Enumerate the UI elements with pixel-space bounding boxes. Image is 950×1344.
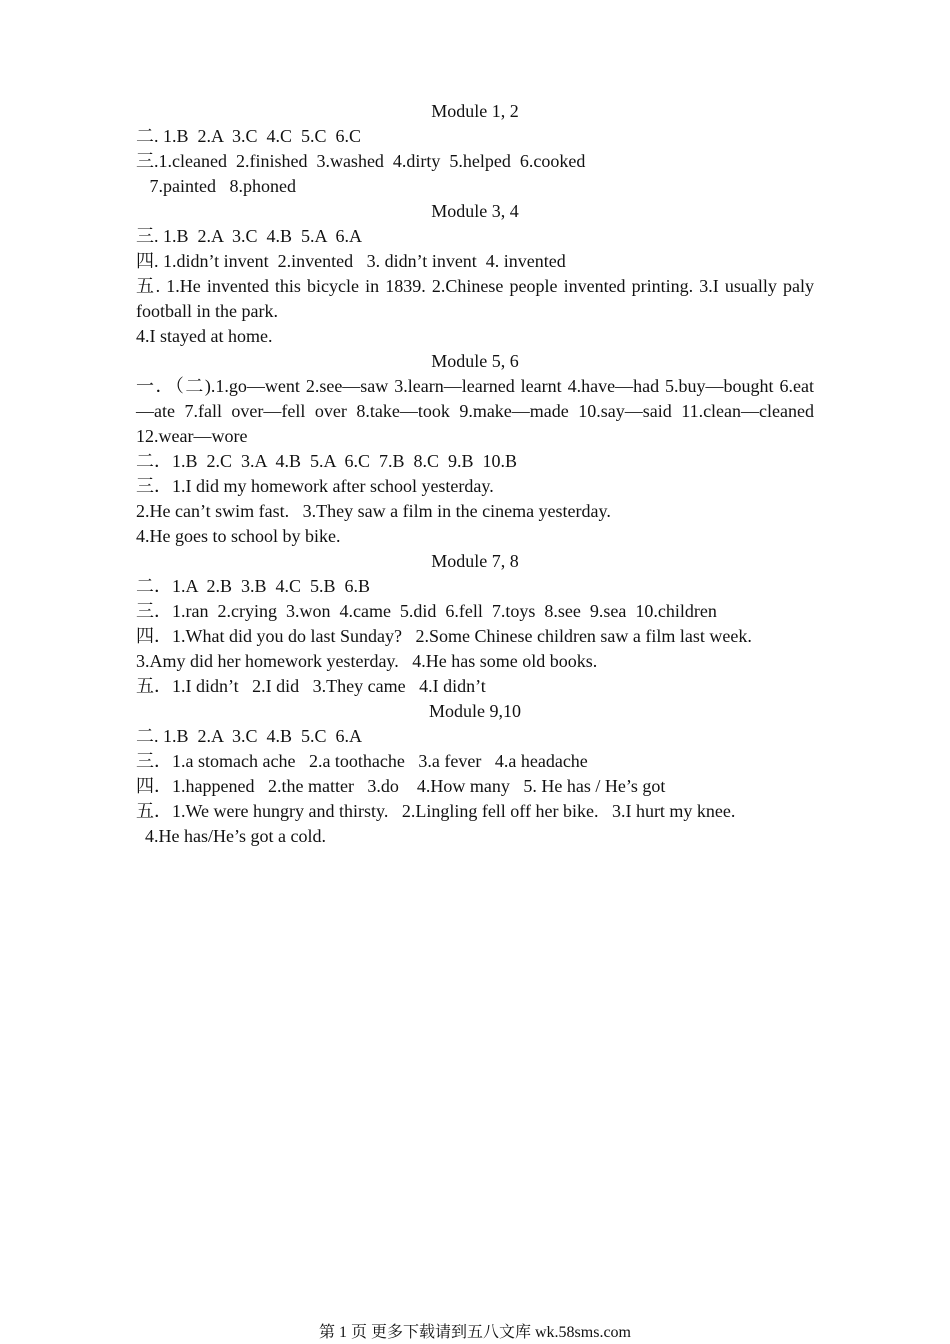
module-3-4-heading: Module 3, 4: [431, 201, 519, 221]
answer-line: 二．1.A 2.B 3.B 4.C 5.B 6.B: [136, 576, 371, 596]
answer-paragraph: 五. 1.He invented this bicycle in 1839. 2.Chinese people invented printing. 3.I usually paly football in the park.: [136, 276, 814, 321]
answer-line: 4.I stayed at home.: [136, 326, 273, 346]
answer-line: 二. 1.B 2.A 3.C 4.B 5.C 6.A: [136, 726, 363, 746]
answer-line: 四．1.happened 2.the matter 3.do 4.How many 5. He has / He’s got: [136, 776, 666, 796]
answer-line: 三．1.ran 2.crying 3.won 4.came 5.did 6.fell 7.toys 8.see 9.sea 10.children: [136, 601, 717, 621]
answer-paragraph: 一．（二).1.go—went 2.see—saw 3.learn—learned learnt 4.have—had 5.buy—bought 6.eat—ate 7.fall over—fell over 8.take—took 9.make—made 10.say—said 11.clean—cleaned 12.wear—wore: [136, 376, 814, 446]
answer-line: 2.He can’t swim fast. 3.They saw a film in the cinema yesterday.: [136, 501, 611, 521]
answer-line: 7.painted 8.phoned: [136, 176, 296, 196]
answer-line: 五．1.We were hungry and thirsty. 2.Lingling fell off her bike. 3.I hurt my knee.: [136, 801, 736, 821]
module-7-8-heading: Module 7, 8: [431, 551, 519, 571]
module-9-10-heading: Module 9,10: [429, 701, 521, 721]
answer-line: 五．1.I didn’t 2.I did 3.They came 4.I didn’t: [136, 676, 486, 696]
page-footer: 第 1 页 更多下载请到五八文库 wk.58sms.com: [318, 1324, 631, 1341]
answer-line: 三. 1.B 2.A 3.C 4.B 5.A 6.A: [136, 226, 363, 246]
module-5-6-heading: Module 5, 6: [431, 351, 519, 371]
answer-line: 4.He has/He’s got a cold.: [136, 826, 326, 846]
answer-line: 三．1.I did my homework after school yesterday.: [136, 476, 494, 496]
answer-line: 三.1.cleaned 2.finished 3.washed 4.dirty 5.helped 6.cooked: [136, 151, 586, 171]
answer-line: 4.He goes to school by bike.: [136, 526, 341, 546]
answer-line: 四. 1.didn’t invent 2.invented 3. didn’t invent 4. invented: [136, 251, 566, 271]
answer-line: 二．1.B 2.C 3.A 4.B 5.A 6.C 7.B 8.C 9.B 10.B: [136, 451, 518, 471]
answer-line: 四．1.What did you do last Sunday? 2.Some Chinese children saw a film last week.: [136, 626, 752, 646]
module-1-2-heading: Module 1, 2: [431, 101, 519, 121]
answer-line: 3.Amy did her homework yesterday. 4.He has some old books.: [136, 651, 598, 671]
answer-line: 三．1.a stomach ache 2.a toothache 3.a fever 4.a headache: [136, 751, 588, 771]
answer-line: 二. 1.B 2.A 3.C 4.C 5.C 6.C: [136, 126, 362, 146]
answer-key: [136, 99, 814, 849]
